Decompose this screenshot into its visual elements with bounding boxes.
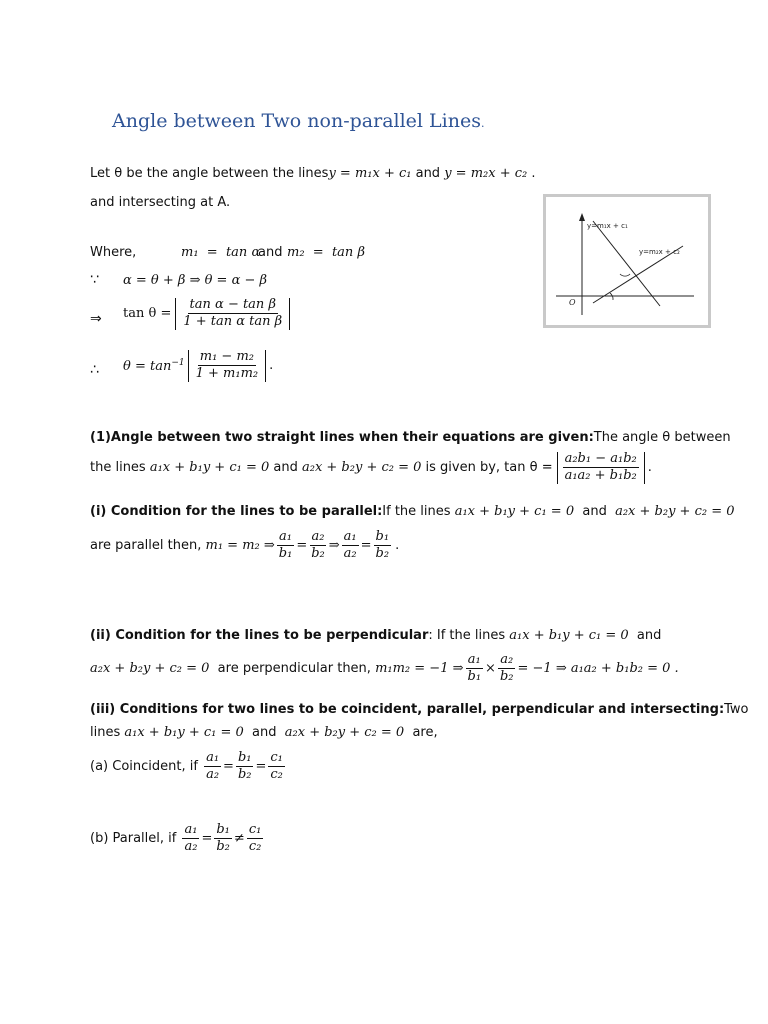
- slope-denominator: 1 + m₁m₂: [195, 366, 259, 382]
- section1-fraction: [563, 452, 639, 484]
- coincident-label: (a) Coincident, if: [90, 759, 203, 775]
- parallel-line: [90, 504, 735, 519]
- perpendicular-text: : If the lines: [428, 628, 510, 643]
- line2-equation: y = m₂x + c₂: [444, 166, 528, 181]
- section1-denominator: a₁a₂ + b₁b₂: [564, 468, 637, 484]
- title-dot: .: [480, 117, 485, 130]
- parallel-formula-line: [90, 530, 399, 562]
- parallel-implies: ⇒: [328, 538, 340, 554]
- parallel-slopes: m₁ = m₂ ⇒: [205, 538, 275, 554]
- tan-theta-formula: [123, 298, 290, 330]
- perpendicular-times: ×: [485, 661, 496, 677]
- coincident-frac-2: [236, 751, 254, 783]
- conditions-eq1: a₁x + b₁y + c₁ = 0: [124, 725, 244, 740]
- intersecting-text: and intersecting at A.: [90, 195, 231, 210]
- intro-suffix: .: [527, 166, 536, 181]
- perpendicular-frac-2: [498, 653, 516, 685]
- section1-abs-bars: [557, 452, 645, 484]
- tan-numerator: tan α − tan β: [188, 298, 278, 314]
- perpendicular-eq1: a₁x + b₁y + c₁ = 0: [509, 628, 629, 643]
- angle-relation: α = θ + β ⇒ θ = α − β: [123, 273, 268, 288]
- intersecting-lines-diagram: [546, 197, 708, 325]
- section1-eq2: a₂x + b₂y + c₂ = 0: [301, 460, 422, 476]
- parallel-frac-2-den: b₂: [311, 546, 325, 562]
- theta-end: .: [269, 358, 274, 374]
- figure-label-line2: y=m₂x + c₂: [639, 248, 680, 256]
- conditions-equations: [90, 725, 438, 740]
- tan-denominator: 1 + tan α tan β: [183, 314, 283, 330]
- theta-formula: [123, 350, 273, 382]
- parallel-frac-3-den: a₂: [343, 546, 357, 562]
- section1-given-by: is given by, tan θ =: [421, 460, 553, 476]
- section1-line: [90, 430, 731, 445]
- section1-eq1: a₁x + b₁y + c₁ = 0: [149, 460, 270, 476]
- perpendicular-frac-2-num: a₂: [498, 653, 515, 669]
- parallel-frac-4-num: b₁: [374, 530, 392, 546]
- perpendicular-heading: (ii) Condition for the lines to be perpendicular: [90, 628, 429, 643]
- parallel-frac-3-num: a₁: [342, 530, 359, 546]
- lines-figure: [543, 194, 711, 328]
- parallel-b-label: (b) Parallel, if: [90, 831, 181, 847]
- section1-end: .: [647, 460, 652, 476]
- section1-heading: (1)Angle between two straight lines when their equations are given:: [90, 430, 594, 445]
- parallel-b-line: [90, 823, 265, 855]
- parallel-frac-1-den: b₁: [278, 546, 293, 562]
- parallel-b-frac-3-den: c₂: [248, 839, 262, 855]
- conditions-eq2: a₂x + b₂y + c₂ = 0: [284, 725, 405, 740]
- perpendicular-frac-1-den: b₁: [467, 669, 482, 685]
- parallel-and: and: [574, 504, 616, 519]
- perpendicular-eq2: a₂x + b₂y + c₂ = 0: [90, 661, 210, 677]
- tan-fraction: [181, 298, 284, 330]
- section1-line-prefix: the lines: [90, 460, 150, 476]
- figure-origin-label: O: [569, 298, 576, 307]
- coincident-eq-2: =: [255, 759, 267, 775]
- parallel-b-frac-1: [182, 823, 199, 855]
- perpendicular-line: [90, 628, 661, 643]
- parallel-end: .: [395, 538, 400, 554]
- line1-equation: y = m₁x + c₁: [328, 166, 412, 181]
- conditions-text: Two: [724, 702, 749, 717]
- intro-line: [90, 166, 536, 181]
- parallel-b-frac-1-den: a₂: [184, 839, 198, 855]
- section1-formula-line: [90, 452, 652, 484]
- abs-value-bars-2: [188, 350, 267, 382]
- parallel-b-frac-2: [214, 823, 232, 855]
- where-label: Where,: [90, 245, 137, 260]
- intro-and: and: [411, 166, 445, 181]
- parallel-text: If the lines: [382, 504, 455, 519]
- abs-value-bars: [175, 298, 290, 330]
- parallel-b-frac-1-num: a₁: [182, 823, 199, 839]
- coincident-frac-1: [204, 751, 221, 783]
- section1-numerator: a₂b₁ − a₁b₂: [563, 452, 639, 468]
- parallel-b-frac-2-den: b₂: [216, 839, 230, 855]
- slope-numerator: m₁ − m₂: [198, 350, 256, 366]
- section1-text: The angle θ between: [593, 430, 731, 445]
- coincident-frac-2-den: b₂: [237, 767, 252, 783]
- parallel-b-frac-3: [247, 823, 264, 855]
- perpendicular-formula-line: [90, 653, 679, 685]
- parallel-b-neq: ≠: [233, 831, 245, 847]
- conditions-heading: (iii) Conditions for two lines to be coincident, parallel, perpendicular and intersecting:: [90, 702, 725, 717]
- coincident-frac-3-den: c₂: [270, 767, 283, 783]
- m2-definition: m₂ = tan β: [287, 245, 365, 260]
- inverse-superscript: −1: [171, 357, 185, 368]
- parallel-eq2: a₂x + b₂y + c₂ = 0: [615, 504, 735, 519]
- parallel-frac-4-den: b₂: [375, 546, 390, 562]
- parallel-frac-4: [374, 530, 392, 562]
- parallel-b-frac-2-num: b₁: [214, 823, 232, 839]
- parallel-heading: (i) Condition for the lines to be parallel:: [90, 504, 383, 519]
- where-and: and: [258, 245, 283, 260]
- conditions-lines-prefix: lines: [90, 725, 125, 740]
- conditions-and: and: [243, 725, 285, 740]
- coincident-frac-1-den: a₂: [206, 767, 220, 783]
- coincident-line: [90, 751, 287, 783]
- parallel-eq1: a₁x + b₁y + c₁ = 0: [454, 504, 575, 519]
- parallel-then: are parallel then,: [90, 538, 206, 554]
- coincident-frac-3: [268, 751, 285, 783]
- m1-definition: m₁ = tan α: [181, 245, 261, 260]
- conditions-are: are,: [404, 725, 438, 740]
- parallel-frac-1-num: a₁: [277, 530, 294, 546]
- parallel-b-frac-3-num: c₁: [247, 823, 264, 839]
- perpendicular-frac-2-den: b₂: [499, 669, 514, 685]
- conditions-line: [90, 702, 749, 717]
- coincident-eq-1: =: [223, 759, 234, 775]
- section1-and: and: [269, 460, 302, 476]
- page-title: Angle between Two non-parallel Lines.: [112, 110, 485, 132]
- perpendicular-frac-1: [466, 653, 484, 685]
- parallel-eq-sign-2: =: [360, 538, 372, 554]
- intro-prefix: Let θ be the angle between the lines: [90, 166, 329, 181]
- slope-fraction: [194, 350, 261, 382]
- implies-symbol: ⇒: [90, 311, 102, 327]
- parallel-frac-2: [309, 530, 327, 562]
- perpendicular-result: = −1 ⇒ a₁a₂ + b₁b₂ = 0 .: [517, 661, 679, 677]
- coincident-frac-3-num: c₁: [268, 751, 285, 767]
- parallel-frac-3: [342, 530, 359, 562]
- perpendicular-and: and: [628, 628, 662, 643]
- tan-theta-lhs: tan θ =: [123, 306, 172, 322]
- theta-lhs: $\theta = \tan^{-1}$: [123, 357, 185, 374]
- therefore-symbol: ∴: [90, 362, 99, 378]
- perpendicular-then: are perpendicular then,: [209, 661, 376, 677]
- coincident-frac-1-num: a₁: [204, 751, 221, 767]
- parallel-eq-sign: =: [296, 538, 308, 554]
- parallel-frac-1: [277, 530, 295, 562]
- coincident-frac-2-num: b₁: [236, 751, 254, 767]
- perpendicular-slopes: m₁m₂ = −1 ⇒: [375, 661, 464, 677]
- parallel-frac-2-num: a₂: [310, 530, 327, 546]
- because-symbol: ∵: [90, 272, 99, 288]
- parallel-b-eq: =: [201, 831, 213, 847]
- perpendicular-frac-1-num: a₁: [466, 653, 483, 669]
- figure-label-line1: y=m₁x + c₁: [587, 222, 628, 230]
